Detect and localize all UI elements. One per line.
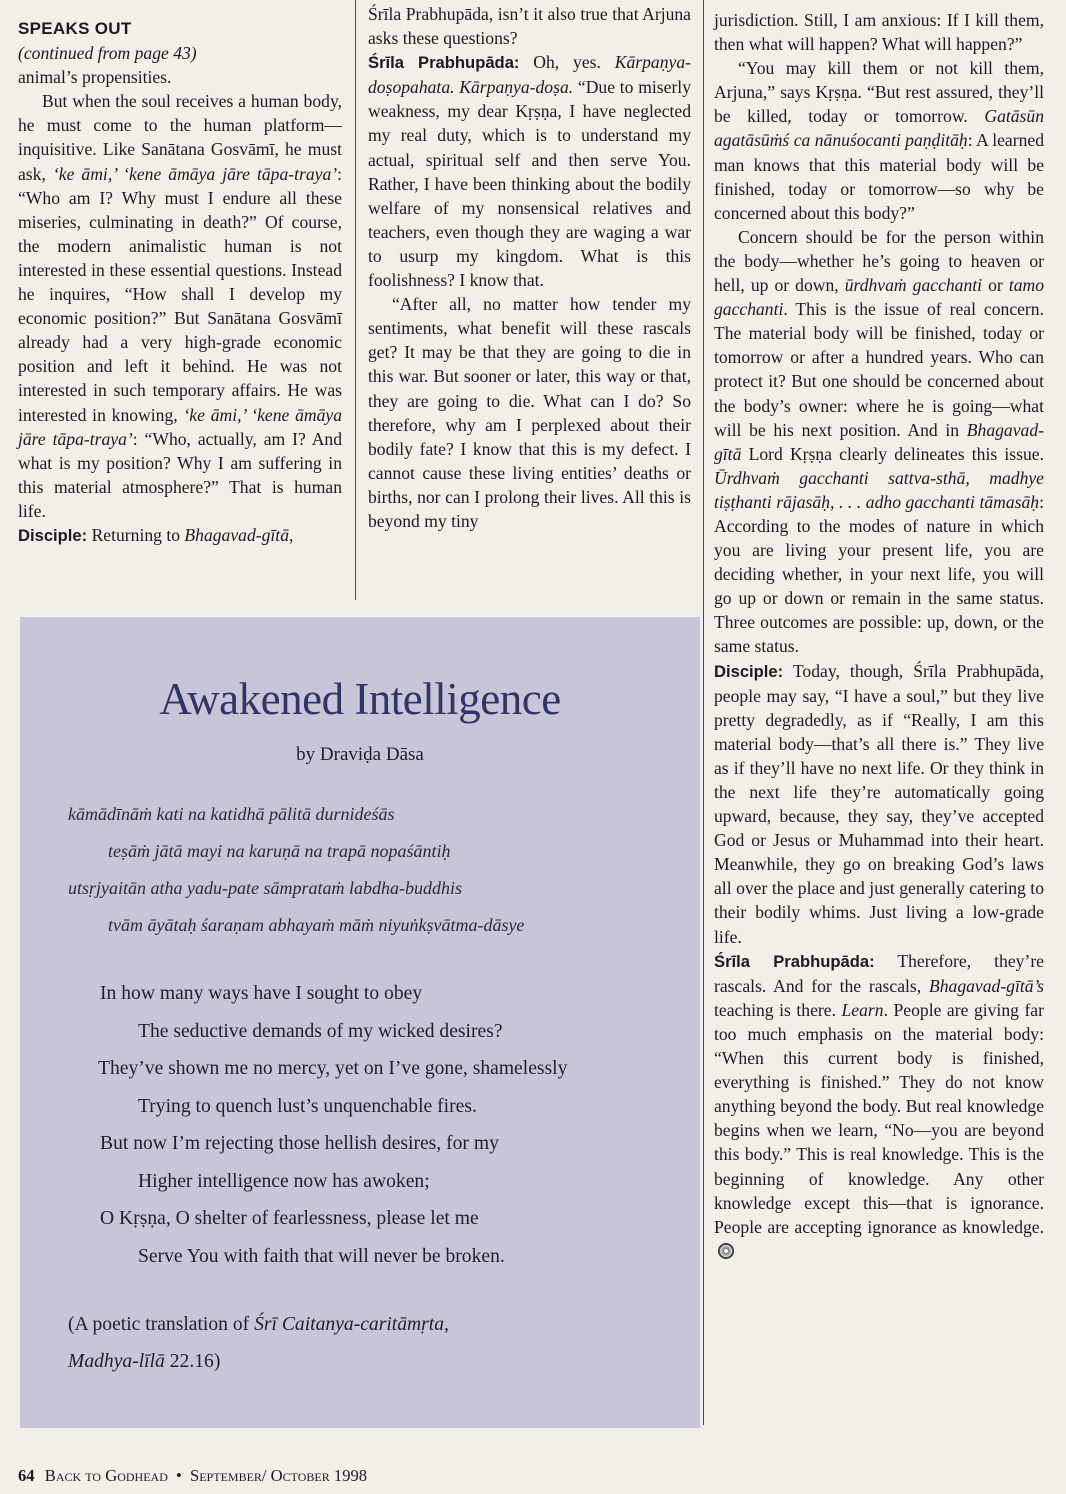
paragraph: But when the soul receives a human body, he must come to the human platform—inquisitive. Like Sanātana Gosvāmī, he must ask, ‘ke āmi,’ ‘kene āmāya jāre tāpa-traya’: “Who am I? Why must I endure all these miseries, culminating in death?” Of course, the modern animalistic human is not interested in these essential questions. Instead he inquires, “How shall I develop my economic position?” But Sanātana Gosvāmī already had a very high-grade economic position and left it behind. He was not interested in such temporary affairs. He was interested in knowing, ‘ke āmi,’ ‘kene āmāya jāre tāpa-traya’: “Who, actually, am I? And what is my position? Why I am suffering in this material atmosphere?” That is human life. [18,91,343,521]
issue-date: September/ October 1998 [190,1466,368,1485]
poem-line: Trying to quench lust’s unquenchable fires. [138,1096,477,1117]
translation-note: Madhya-līlā 22.16) [68,1351,221,1372]
section-heading: SPEAKS OUT [18,19,132,38]
poem-line: O Kṛṣṇa, O shelter of fearlessness, please let me [100,1208,479,1229]
sanskrit-line: teṣāṁ jātā mayi na karuṇā na trapā nopaśāntiḥ [108,841,451,861]
speaker-label: Disciple: [714,661,784,681]
paragraph: Śrīla Prabhupāda, isn’t it also true that Arjuna asks these questions? [368,4,691,49]
poem-line: The seductive demands of my wicked desires? [138,1021,503,1042]
poem-sidebar-box [20,617,700,1428]
column-2 [368,2,691,533]
column-divider [703,0,704,1425]
sanskrit-line: tvām āyātaḥ śaraṇam abhayaṁ māṁ niyuṅkṣvātma-dāsye [108,915,525,935]
poem-line: Serve You with faith that will never be broken. [138,1246,505,1267]
sanskrit-line: utsṛjyaitān atha yadu-pate sāmprataṁ labdha-buddhis [68,878,462,898]
column-1 [18,16,342,548]
page-footer [18,1466,367,1486]
speaker-label: Śrīla Prabhupāda: [368,53,520,73]
sanskrit-line: kāmādīnāṁ kati na katidhā pālitā durnideśās [68,804,395,824]
paragraph: Śrīla Prabhupāda: Therefore, they’re rascals. And for the rascals, Bhagavad-gītā’s teaching is there. Learn. People are giving far too much emphasis on the material body: “When this current body is finished, everything is finished.” They do not know anything beyond the body. But real knowledge begins when we learn, “No—you are beyond this body.” This is real knowledge. This is the beginning of knowledge. Any other knowledge except this—that is ignorance. People are accepting ignorance as knowledge. [714,949,1044,1263]
poem-line: But now I’m rejecting those hellish desires, for my [100,1133,499,1154]
translation-note: (A poetic translation of Śrī Caitanya-caritāmṛta, [68,1314,449,1335]
poem-byline: by Draviḍa Dāsa [296,744,424,765]
poem-line: In how many ways have I sought to obey [100,983,423,1004]
speaker-label: Disciple: [18,525,88,545]
magazine-name: Back to Godhead [44,1466,168,1485]
paragraph: “After all, no matter how tender my sentiments, what benefit will these rascals get? It may be that they are going to die in this war. But sooner or later, this way or that, they are going to die. What can I do? So therefore, why am I perplexed about their bodily fate? I know that this is my defect. I cannot cause these living entities’ deaths or births, nor can I prolong their lives. All this is beyond my tiny [368,294,691,531]
paragraph: Śrīla Prabhupāda: Oh, yes. Kārpaṇya-doṣopahata. Kārpaṇya-doṣa. “Due to miserly weakness, my dear Kṛṣṇa, I have neglected my real duty, which is to understand my actual, spiritual self and then serve You. Rather, I have been thinking about the bodily welfare of my nonsensical relatives and teachers, even though they are waging a war to usurp my kingdom. What is this foolishness? I know that. [368,52,691,291]
paragraph: Disciple: Today, though, Śrīla Prabhupāda, people may say, “I have a soul,” but they live pretty degradedly, as if “Really, I am this material body—that’s all there is.” They live as if they’ll have no next life. Or they think in the next life they’re automatically going upward, because, they say, they’ve accepted God or Jesus or Muhammad into their heart. Meanwhile, they go on breaking God’s laws all over the place and just generally catering to their bodily whims. Just living a low-grade life. [714,660,1044,947]
column-divider [355,0,356,600]
speaker-label: Śrīla Prabhupāda: [714,951,875,971]
paragraph: animal’s propensities. [18,67,172,88]
paragraph: Disciple: Returning to Bhagavad-gītā, [18,524,294,545]
paragraph: Concern should be for the person within the body—whether he’s going to heaven or hell, up or down, ūrdhvaṁ gacchanti or tamo gacchanti. This is the issue of real concern. The material body will be finished, today or tomorrow or after a hundred years. Who can protect it? But one should be concerned about the body’s owner: where he is going—what will be his next position. And in Bhagavad-gītā Lord Kṛṣṇa clearly delineates this issue. Ūrdhvaṁ gacchanti sattva-sthā, madhye tiṣṭhanti rājasāḥ, . . . adho gacchanti tāmasāḥ: According to the modes of nature in which you are living your present life, you are deciding whether, in your next life, you will go up or down or remain in the same status. Three outcomes are possible: up, down, or the same status. [714,226,1044,657]
poem-line: Higher intelligence now has awoken; [138,1171,430,1192]
page-number: 64 [18,1466,35,1485]
lotus-end-mark-icon [718,1243,734,1259]
footer-separator: • [176,1466,182,1485]
poem-title: Awakened Intelligence [159,674,561,724]
paragraph: jurisdiction. Still, I am anxious: If I kill them, then what will happen? What will happen?” [714,10,1044,55]
paragraph: “You may kill them or not kill them, Arjuna,” says Kṛṣṇa. “But rest assured, they’ll be killed, today or tomorrow. Gatāsūn agatāsūṁś ca nānuśocanti paṇḍitāḥ: A learned man knows that this material body will be finished, today or tomorrow—so why be concerned about this body?” [714,58,1045,223]
poem-line: They’ve shown me no mercy, yet on I’ve gone, shamelessly [98,1058,568,1079]
column-3 [714,8,1044,1263]
continued-note: (continued from page 43) [18,43,197,64]
